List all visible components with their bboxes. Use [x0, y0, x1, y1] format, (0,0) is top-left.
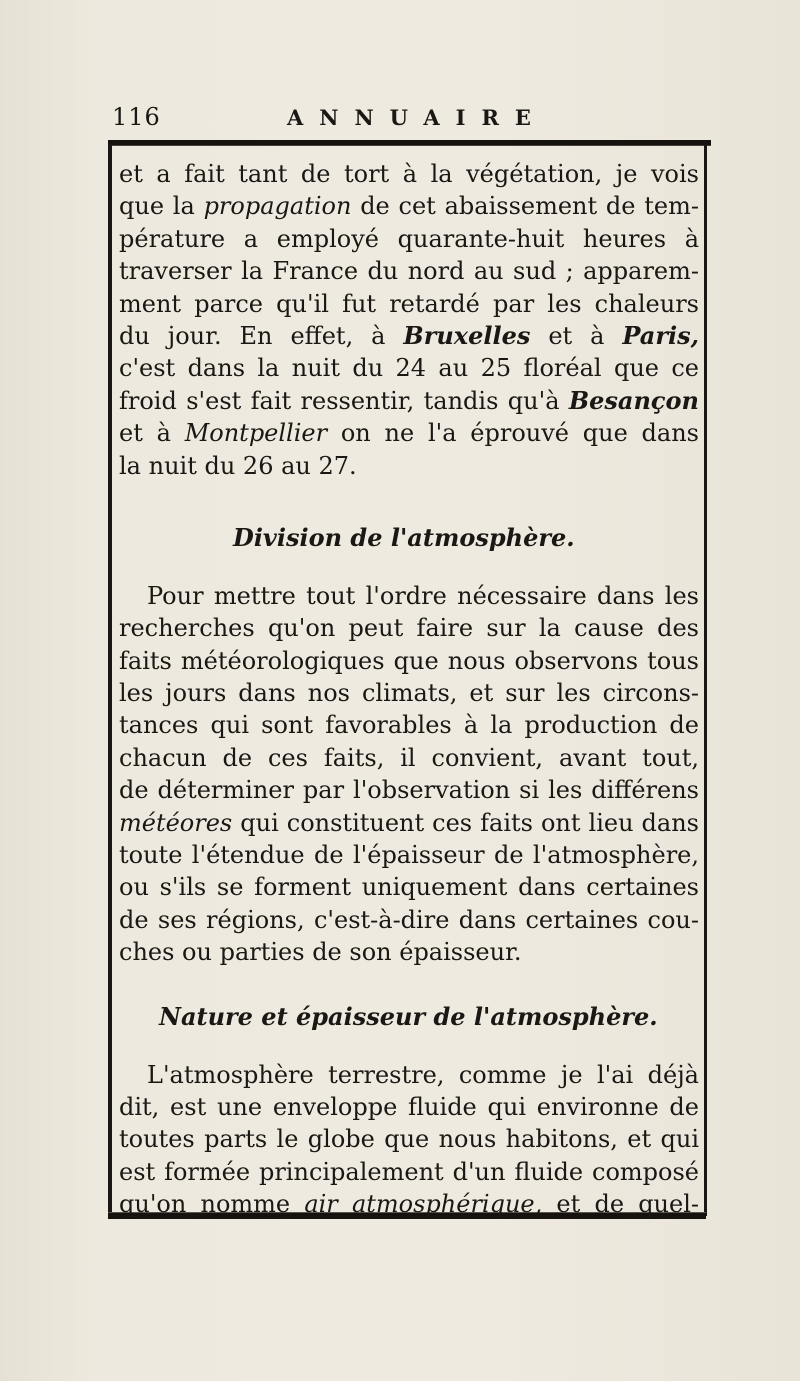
page-number: 116 — [112, 103, 161, 131]
text-line: c'est dans la nuit du 24 au 25 floréal que ce — [119, 354, 699, 383]
text-span: du jour. En effet, à — [119, 321, 404, 350]
running-head — [112, 103, 712, 133]
section-heading-division: Division de l'atmosphère. — [233, 522, 575, 552]
place-name-besancon: Besançon — [568, 385, 699, 415]
text-line: est formée principalement d'un fluide composé — [119, 1157, 699, 1186]
text-line: recherches qu'on peut faire sur la cause des — [119, 614, 699, 643]
italic-term-meteores: météores — [119, 808, 233, 837]
text-block — [119, 158, 699, 1221]
text-line: la nuit du 26 au 27. — [119, 451, 357, 480]
text-line: chacun de ces faits, il convient, avant tout, — [119, 743, 699, 772]
text-line: ment parce qu'il fut retardé par les chaleurs — [119, 289, 699, 318]
italic-term-air-atmospherique: air atmosphérique, — [304, 1190, 543, 1219]
running-title: ANNUAIRE — [287, 105, 547, 130]
place-name-paris: Paris, — [622, 320, 699, 350]
text-span: et à — [119, 419, 185, 448]
text-line: Pour mettre tout l'ordre nécessaire dans les — [147, 581, 699, 610]
text-line — [119, 190, 699, 222]
text-line: et a fait tant de tort à la végétation, je vois — [119, 160, 699, 188]
text-line: de déterminer par l'observation si les différens — [119, 776, 699, 805]
text-line: tances qui sont favorables à la production de — [119, 711, 699, 740]
text-line: pérature a employé quarante-huit heures à — [119, 224, 699, 253]
text-line: dit, est une enveloppe fluide qui environne de — [119, 1092, 699, 1121]
text-line: L'atmosphère terrestre, comme je l'ai déjà — [147, 1060, 699, 1089]
text-span: qui constituent ces faits ont lieu dans — [232, 808, 699, 837]
text-line: faits météorologiques que nous observons tous — [119, 646, 699, 675]
text-line — [119, 385, 699, 417]
paragraph-nature — [119, 1059, 699, 1221]
top-border-rule — [108, 140, 711, 146]
text-line: traverser la France du nord au sud ; apparem- — [119, 257, 699, 286]
right-border-rule — [704, 144, 707, 1216]
section-heading-nature: Nature et épaisseur de l'atmosphère. — [159, 1001, 658, 1031]
text-line: les jours dans nos climats, et sur les circons- — [119, 679, 699, 708]
text-line: ou s'ils se forment uniquement dans certaines — [119, 873, 699, 902]
text-span: et de quel- — [542, 1190, 699, 1219]
text-line: ches ou parties de son épaisseur. — [119, 938, 522, 967]
text-line — [119, 1188, 699, 1220]
place-name-montpellier: Montpellier — [184, 419, 328, 448]
text-span: et à — [530, 321, 623, 350]
italic-term-propagation: propagation — [203, 192, 352, 221]
text-span: de cet abaissement de tem- — [351, 192, 699, 221]
text-line — [119, 417, 699, 449]
text-span: froid s'est fait ressentir, tandis qu'à — [119, 386, 569, 415]
paragraph-division — [119, 580, 699, 969]
paragraph-continuation — [119, 158, 699, 482]
text-line: toutes parts le globe que nous habitons, et qui — [119, 1125, 699, 1154]
text-span: que la — [119, 192, 204, 221]
left-border-rule — [108, 144, 112, 1216]
text-line: toute l'étendue de l'épaisseur de l'atmosphère, — [119, 841, 699, 870]
text-line — [119, 320, 699, 352]
place-name-bruxelles: Bruxelles — [403, 320, 531, 350]
text-span: qu'on nomme — [119, 1190, 305, 1219]
text-line: de ses régions, c'est-à-dire dans certaines cou- — [119, 905, 699, 934]
text-line — [119, 807, 699, 839]
text-span: on ne l'a éprouvé que dans — [327, 419, 699, 448]
